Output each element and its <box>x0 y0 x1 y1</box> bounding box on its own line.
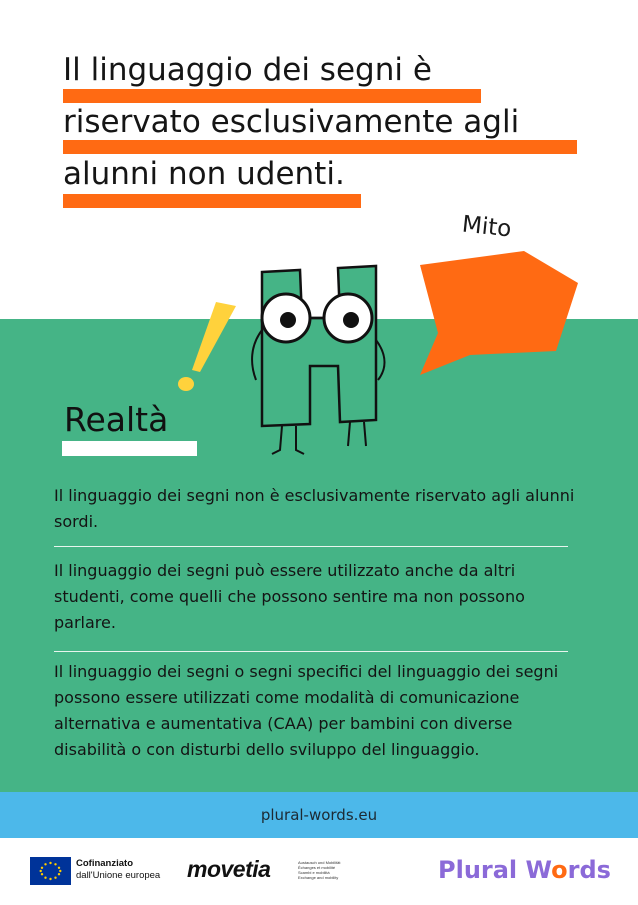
reality-heading: Realtà <box>64 400 169 439</box>
website-band <box>0 792 638 838</box>
plural-words-logo: Plural Words <box>438 856 611 884</box>
headline-line-2: riservato esclusivamente agli <box>63 104 520 140</box>
reality-heading-underline <box>62 441 197 456</box>
speech-bubble-label: Mito <box>460 211 513 243</box>
divider-2 <box>54 651 568 652</box>
reality-paragraph-2: Il linguaggio dei segni può essere utilizzato anche da altri studenti, come quelli che possono sentire ma non possono parlare. <box>54 561 525 632</box>
eu-flag-icon <box>30 857 71 885</box>
headline-line-3: alunni non udenti. <box>63 156 345 192</box>
eu-line-2: dall'Unione europea <box>76 870 161 881</box>
movetia-logo: movetia <box>187 856 271 882</box>
exclamation-icon <box>178 302 236 391</box>
letter-h-character-icon <box>252 266 384 454</box>
movetia-tagline: Austausch und Mobilität Échanges et mobilité Scambi e mobilità Exchange and mobility <box>298 860 341 880</box>
reality-paragraph-1: Il linguaggio dei segni non è esclusivamente riservato agli alunni sordi. <box>54 486 575 531</box>
eu-line-1: Cofinanziato <box>76 858 133 869</box>
speech-bubble-icon <box>420 251 578 375</box>
headline-line-1: Il linguaggio dei segni è <box>63 52 432 88</box>
divider-1 <box>54 546 568 547</box>
character-svg <box>170 260 410 460</box>
reality-paragraph-3: Il linguaggio dei segni o segni specifici del linguaggio dei segni possono essere utilizzati come modalità di comunicazione alternativa e aumentativa (CAA) per bambini con diverse disabilità o con disturbi dello sviluppo del linguaggio. <box>54 662 559 759</box>
eu-cofunded-label <box>76 858 160 882</box>
website-link[interactable]: plural-words.eu <box>260 806 378 824</box>
